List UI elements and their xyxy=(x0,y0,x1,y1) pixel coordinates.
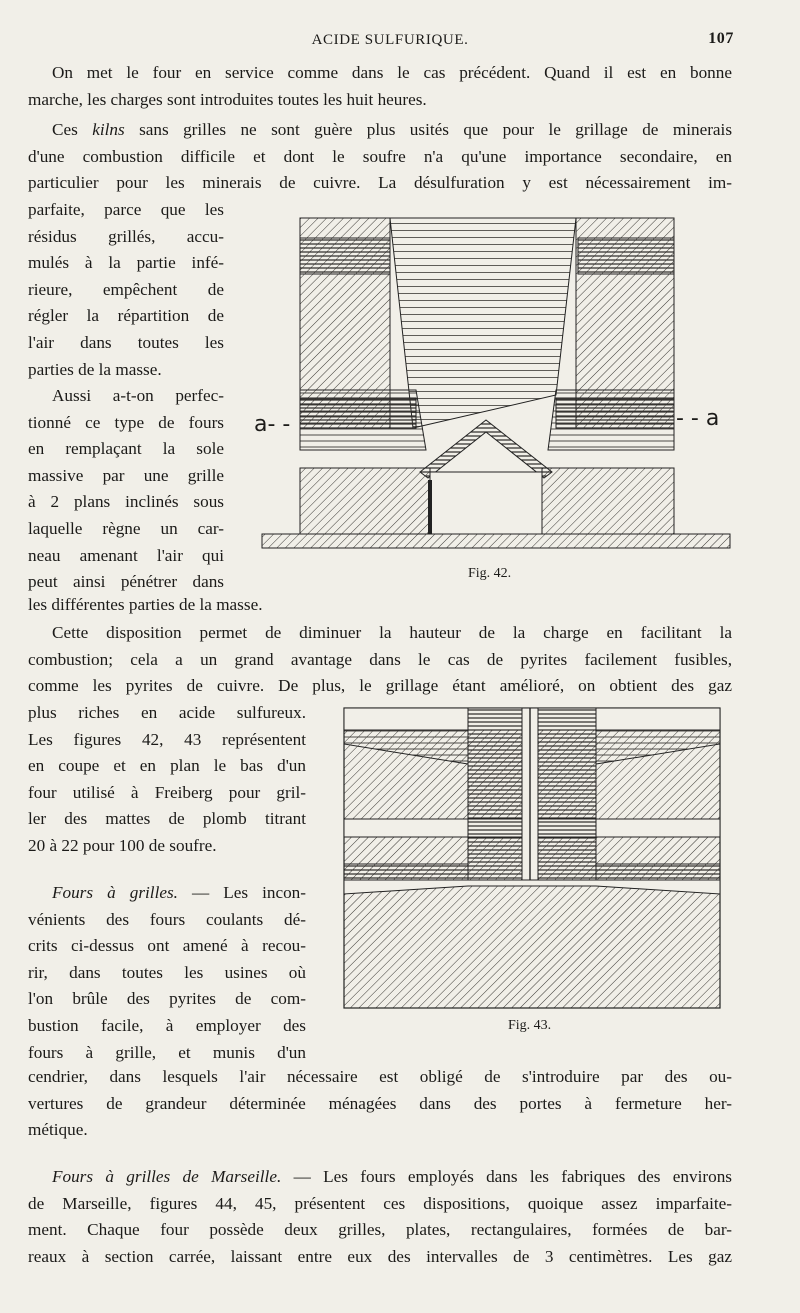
section-heading-fours-a-grilles: Fours à grilles. xyxy=(52,883,178,902)
paragraph-5 xyxy=(28,880,306,1066)
text-line: ment. Chaque four possède deux grilles, plates, rectangulaires, formées de bar- xyxy=(28,1220,732,1240)
text-line: Aussi a-t-on perfec- xyxy=(52,386,224,405)
paragraph-5-end xyxy=(28,1064,732,1144)
kilns-text: Ces kilns sans grilles ne sont guère plus usités que pour le grillage de minerais xyxy=(52,120,733,139)
section-heading-marseille: Fours à grilles de Marseille. xyxy=(52,1167,282,1186)
text-line: crits ci-dessus ont amené à recou- xyxy=(28,936,306,956)
text-line: mulés à la partie infé- xyxy=(28,253,224,273)
text-line: l'on brûle des pyrites de com- xyxy=(28,989,306,1009)
page-header xyxy=(40,30,740,54)
kilns-term: kilns xyxy=(92,120,125,139)
text-line xyxy=(28,117,732,144)
text-line: On met le four en service comme dans le cas précédent. Quand il est en bonne xyxy=(52,63,732,82)
text-line: 20 à 22 pour 100 de soufre. xyxy=(28,835,217,855)
section-label-right: - - a xyxy=(676,406,720,431)
text-line: tionné ce type de fours xyxy=(28,412,224,432)
text-line: de Marseille, figures 44, 45, présentent ces dispositions, quoique assez imparfaite- xyxy=(28,1193,732,1213)
section-label-left: a- - xyxy=(254,412,291,437)
paragraph-6 xyxy=(28,1164,732,1270)
text-line: Fours à grilles de Marseille. — Les fours employés dans les fabriques des environs xyxy=(52,1167,732,1186)
text-line: rir, dans toutes les usines où xyxy=(28,962,306,982)
text-line: métique. xyxy=(28,1120,88,1140)
paragraph-2-continued xyxy=(28,197,224,383)
text-line: Les figures 42, 43 représentent xyxy=(28,729,306,749)
text-line: marche, les charges sont introduites toutes les huit heures. xyxy=(28,89,427,109)
text-line: massive par une grille xyxy=(28,465,224,485)
page-number: 107 xyxy=(708,30,734,47)
paragraph-3-end xyxy=(28,592,428,619)
figure-43-drawing xyxy=(340,704,724,1014)
text-line: d'une combustion difficile et dont le soufre n'a qu'une importance secondaire, en xyxy=(28,146,732,166)
text-line: reaux à section carrée, laissant entre eux des intervalles de 3 centimètres. Les gaz xyxy=(28,1246,732,1266)
paragraph-4-continued xyxy=(28,700,306,860)
text-line: les différentes parties de la masse. xyxy=(28,595,263,614)
text-line: peut ainsi pénétrer dans xyxy=(28,572,224,592)
text-line: parfaite, parce que les xyxy=(28,200,224,219)
text-line: l'air dans toutes les xyxy=(28,332,224,352)
text-line: en coupe et en plan le bas d'un xyxy=(28,756,306,776)
paragraph-1 xyxy=(28,60,732,113)
paragraph-2 xyxy=(28,117,732,197)
text-line: four utilisé à Freiberg pour gril- xyxy=(28,782,306,802)
text-line: vertures de grandeur déterminée ménagées dans des portes à fermeture her- xyxy=(28,1093,732,1113)
text-line: cendrier, dans lesquels l'air nécessaire est obligé de s'introduire par des ou- xyxy=(28,1067,732,1086)
text-line: régler la répartition de xyxy=(28,306,224,326)
text-line: ler des mattes de plomb titrant xyxy=(28,809,306,829)
text-line: neau amenant l'air qui xyxy=(28,545,224,565)
text-line: à 2 plans inclinés sous xyxy=(28,492,224,512)
text-line: résidus grillés, accu- xyxy=(28,226,224,246)
text-line: vénients des fours coulants dé- xyxy=(28,909,306,929)
figure-42-caption: Fig. 42. xyxy=(468,566,512,581)
text-line: parties de la masse. xyxy=(28,359,162,379)
text-line: combustion; cela a un grand avantage dans le cas de pyrites facilement fusibles, xyxy=(28,649,732,669)
text-line: laquelle règne un car- xyxy=(28,518,224,538)
text-line: particulier pour les minerais de cuivre. La désulfuration y est nécessairement im- xyxy=(28,173,732,193)
text-line: bustion facile, à employer des xyxy=(28,1015,306,1035)
text-line: Fours à grilles. — Les incon- xyxy=(52,883,307,902)
paragraph-3 xyxy=(28,383,224,596)
text-line: fours à grille, et munis d'un xyxy=(28,1042,306,1062)
text-line: plus riches en acide sulfureux. xyxy=(28,703,306,722)
text-line: en remplaçant la sole xyxy=(28,439,224,459)
paragraph-4 xyxy=(28,620,732,700)
text-line: Cette disposition permet de diminuer la hauteur de la charge en facilitant la xyxy=(52,623,732,642)
figure-43-caption: Fig. 43. xyxy=(508,1018,552,1033)
figure-42-drawing xyxy=(258,210,734,560)
running-title: ACIDE SULFURIQUE. xyxy=(311,32,469,48)
text-line: rieure, empêchent de xyxy=(28,279,224,299)
text-line: comme les pyrites de cuivre. De plus, le grillage étant amélioré, on obtient des gaz xyxy=(28,676,732,696)
